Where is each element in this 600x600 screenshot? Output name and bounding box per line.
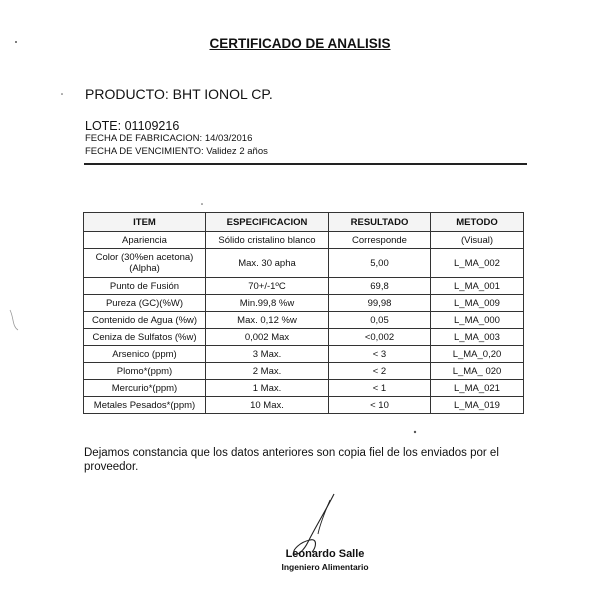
- cell-method: L_MA_021: [431, 380, 524, 397]
- cell-spec: 70+/-1ºC: [206, 278, 329, 295]
- column-header-especificacion: ESPECIFICACION: [206, 213, 329, 232]
- cell-method: L_MA_003: [431, 329, 524, 346]
- cell-item: Punto de Fusión: [84, 278, 206, 295]
- declaration-note: Dejamos constancia que los datos anteriores son copia fiel de los enviados por el proveedor.: [84, 447, 499, 473]
- cell-method: L_MA_ 020: [431, 363, 524, 380]
- cell-item: Ceniza de Sulfatos (%w): [84, 329, 206, 346]
- cell-item: Pureza (GC)(%W): [84, 295, 206, 312]
- product-line: PRODUCTO: BHT IONOL CP.: [85, 86, 273, 102]
- cell-result: < 10: [329, 397, 431, 414]
- signer-name: Leonardo Salle: [285, 548, 365, 560]
- cell-item: Metales Pesados*(ppm): [84, 397, 206, 414]
- cell-spec: 10 Max.: [206, 397, 329, 414]
- column-header-item: ITEM: [84, 213, 206, 232]
- signer-title: Ingeniero Alimentario: [281, 562, 369, 572]
- cell-method: L_MA_009: [431, 295, 524, 312]
- column-header-resultado: RESULTADO: [329, 213, 431, 232]
- cell-spec: Min.99,8 %w: [206, 295, 329, 312]
- cell-item: Plomo*(ppm): [84, 363, 206, 380]
- cell-spec: Max. 0,12 %w: [206, 312, 329, 329]
- document-title: CERTIFICADO DE ANALISIS: [209, 36, 391, 51]
- cell-method: L_MA_001: [431, 278, 524, 295]
- column-header-metodo: METODO: [431, 213, 524, 232]
- cell-item: Color (30%en acetona) (Alpha): [84, 249, 206, 278]
- expiration-date: FECHA DE VENCIMIENTO: Validez 2 años: [85, 146, 268, 157]
- cell-spec: 0,002 Max: [206, 329, 329, 346]
- cell-item: Arsenico (ppm): [84, 346, 206, 363]
- cell-method: L_MA_019: [431, 397, 524, 414]
- cell-item: Apariencia: [84, 232, 206, 249]
- cell-method: L_MA_002: [431, 249, 524, 278]
- cell-item: Mercurio*(ppm): [84, 380, 206, 397]
- cell-result: < 1: [329, 380, 431, 397]
- cell-result: 99,98: [329, 295, 431, 312]
- cell-result: < 2: [329, 363, 431, 380]
- cell-spec: 1 Max.: [206, 380, 329, 397]
- cell-spec: 2 Max.: [206, 363, 329, 380]
- cell-result: Corresponde: [329, 232, 431, 249]
- cell-result: < 3: [329, 346, 431, 363]
- cell-item: Contenido de Agua (%w): [84, 312, 206, 329]
- cell-spec: 3 Max.: [206, 346, 329, 363]
- cell-spec: Max. 30 apha: [206, 249, 329, 278]
- fabrication-date: FECHA DE FABRICACION: 14/03/2016: [85, 133, 253, 144]
- cell-result: <0,002: [329, 329, 431, 346]
- cell-result: 69,8: [329, 278, 431, 295]
- cell-method: L_MA_000: [431, 312, 524, 329]
- lote-number: LOTE: 01109216: [85, 119, 180, 133]
- cell-result: 0,05: [329, 312, 431, 329]
- cell-method: (Visual): [431, 232, 524, 249]
- cell-result: 5,00: [329, 249, 431, 278]
- cell-method: L_MA_0,20: [431, 346, 524, 363]
- cell-spec: Sólido cristalino blanco: [206, 232, 329, 249]
